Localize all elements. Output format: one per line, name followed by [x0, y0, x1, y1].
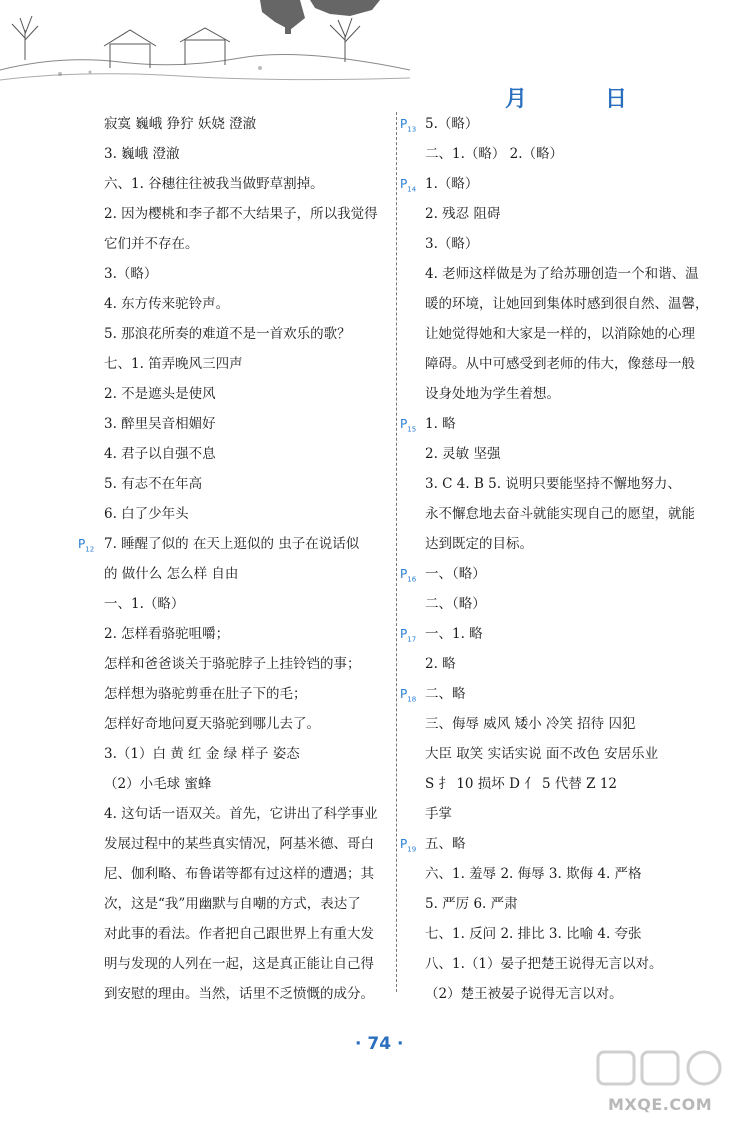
- answer-line: 发展过程中的某些真实情况，阿基米德、哥白: [104, 836, 374, 852]
- page-marker-p15: $P_{15}$: [400, 417, 417, 434]
- answer-line: 怎样想为骆驼剪垂在肚子下的毛；: [104, 686, 307, 702]
- answer-line: 2. 残忍 阻碍: [425, 206, 501, 222]
- page-number: · 74 ·: [355, 1034, 404, 1054]
- answer-line: 寂寞 巍峨 狰狞 妖娆 澄澈: [104, 116, 257, 132]
- answer-line: 2. 怎样看骆驼咀嚼；: [104, 626, 230, 642]
- page-marker-p17: $P_{17}$: [400, 627, 417, 644]
- day-label: 日: [605, 87, 628, 112]
- page-marker-p18: $P_{18}$: [400, 687, 417, 704]
- answer-line: 2. 因为樱桃和李子都不大结果子，所以我觉得: [104, 206, 378, 222]
- answer-line: 3.（略）: [425, 236, 479, 252]
- answer-line: 2. 灵敏 坚强: [425, 446, 501, 462]
- answer-line: 1.（略）: [425, 176, 479, 192]
- answer-line: 3. C 4. B 5. 说明只要能坚持不懈地努力、: [425, 476, 681, 492]
- watermark-text: MXQE.COM: [608, 1095, 713, 1114]
- column-divider: [396, 112, 397, 992]
- answer-line: （2）楚王被晏子说得无言以对。: [425, 986, 623, 1002]
- answer-line: 尼、伽利略、布鲁诺等都有过这样的遭遇；其: [104, 866, 374, 882]
- answer-line: 怎样好奇地问夏天骆驼到哪儿去了。: [104, 716, 320, 732]
- answer-line: 3. 醉里吴音相媚好: [104, 416, 216, 432]
- answer-line: 二、略: [425, 686, 466, 702]
- answer-line: （2）小毛球 蜜蜂: [104, 776, 212, 792]
- answer-line: 到安慰的理由。当然，话里不乏愤慨的成分。: [104, 986, 374, 1002]
- answer-line: 5. 严厉 6. 严肃: [425, 896, 518, 912]
- header-landscape-illustration: [0, 0, 410, 95]
- answer-line: 5. 有志不在年高: [104, 476, 203, 492]
- answer-line: 5.（略）: [425, 116, 479, 132]
- page-marker-p19: $P_{19}$: [400, 837, 417, 854]
- answer-line: 暖的环境，让她回到集体时感到很自然、温馨，: [425, 296, 709, 312]
- answer-line: S 扌 10 损坏 D 亻 5 代替 Z 12: [425, 776, 618, 792]
- page-marker-p14: $P_{14}$: [400, 177, 417, 194]
- answer-line: 对此事的看法。作者把自己跟世界上有重大发: [104, 926, 374, 942]
- answer-line: 二、（略）: [425, 596, 486, 612]
- answer-line: 的 做什么 怎么样 自由: [104, 566, 239, 582]
- answer-line: 2. 略: [425, 656, 456, 672]
- answer-line: 达到既定的目标。: [425, 536, 533, 552]
- answer-line: 7. 睡醒了似的 在天上逛似的 虫子在说话似: [104, 536, 360, 552]
- answer-line: 一、1. 略: [425, 626, 483, 642]
- answer-line: 让她觉得她和大家是一样的，以消除她的心理: [425, 326, 695, 342]
- answer-line: 六、1. 羞辱 2. 侮辱 3. 欺侮 4. 严格: [425, 866, 642, 882]
- answer-line: 八、1.（1）晏子把楚王说得无言以对。: [425, 956, 663, 972]
- answer-line: 一、1.（略）: [104, 596, 185, 612]
- answer-line: 6. 白了少年头: [104, 506, 189, 522]
- answer-line: 五、略: [425, 836, 466, 852]
- answer-line: 明与发现的人列在一起，这是真正能让自己得: [104, 956, 374, 972]
- answer-line: 3. 巍峨 澄澈: [104, 146, 180, 162]
- page-marker-p12: $P_{12}$: [78, 537, 95, 554]
- answer-line: 怎样和爸爸谈关于骆驼脖子上挂铃铛的事；: [104, 656, 361, 672]
- answer-line: 2. 不是遮头是使风: [104, 386, 216, 402]
- page-marker-p13: $P_{13}$: [400, 117, 417, 134]
- answer-line: 它们并不存在。: [104, 236, 199, 252]
- answer-line: 4. 东方传来驼铃声。: [104, 296, 230, 312]
- answer-line: 六、1. 谷穗往往被我当做野草割掉。: [104, 176, 324, 192]
- month-label: 月: [505, 87, 528, 112]
- answer-line: 永不懈怠地去奋斗就能实现自己的愿望，就能: [425, 506, 695, 522]
- answer-line: 3.（略）: [104, 266, 158, 282]
- page-marker-p16: $P_{16}$: [400, 567, 417, 584]
- answer-line: 4. 君子以自强不息: [104, 446, 216, 462]
- answer-line: 障碍。从中可感受到老师的伟大，像慈母一般: [425, 356, 695, 372]
- answer-line: 七、1. 反问 2. 排比 3. 比喻 4. 夸张: [425, 926, 642, 942]
- answer-line: 三、侮辱 威风 矮小 冷笑 招待 囚犯: [425, 716, 636, 732]
- answer-line: 4. 这句话一语双关。首先，它讲出了科学事业: [104, 806, 378, 822]
- answer-line: 设身处地为学生着想。: [425, 386, 560, 402]
- answer-line: 二、1.（略） 2.（略）: [425, 146, 564, 162]
- answer-line: 一、（略）: [425, 566, 486, 582]
- answer-line: 4. 老师这样做是为了给苏珊创造一个和谐、温: [425, 266, 699, 282]
- answer-line: 5. 那浪花所奏的难道不是一首欢乐的歌？: [104, 326, 351, 342]
- answer-line: 大臣 取笑 实话实说 面不改色 安居乐业: [425, 746, 659, 762]
- answer-line: 七、1. 笛弄晚风三四声: [104, 356, 243, 372]
- answer-line: 次，这是“我”用幽默与自嘲的方式，表达了: [104, 896, 361, 912]
- answer-line: 3.（1）白 黄 红 金 绿 样子 姿态: [104, 746, 300, 762]
- answer-line: 1. 略: [425, 416, 456, 432]
- answer-line: 手掌: [425, 806, 452, 822]
